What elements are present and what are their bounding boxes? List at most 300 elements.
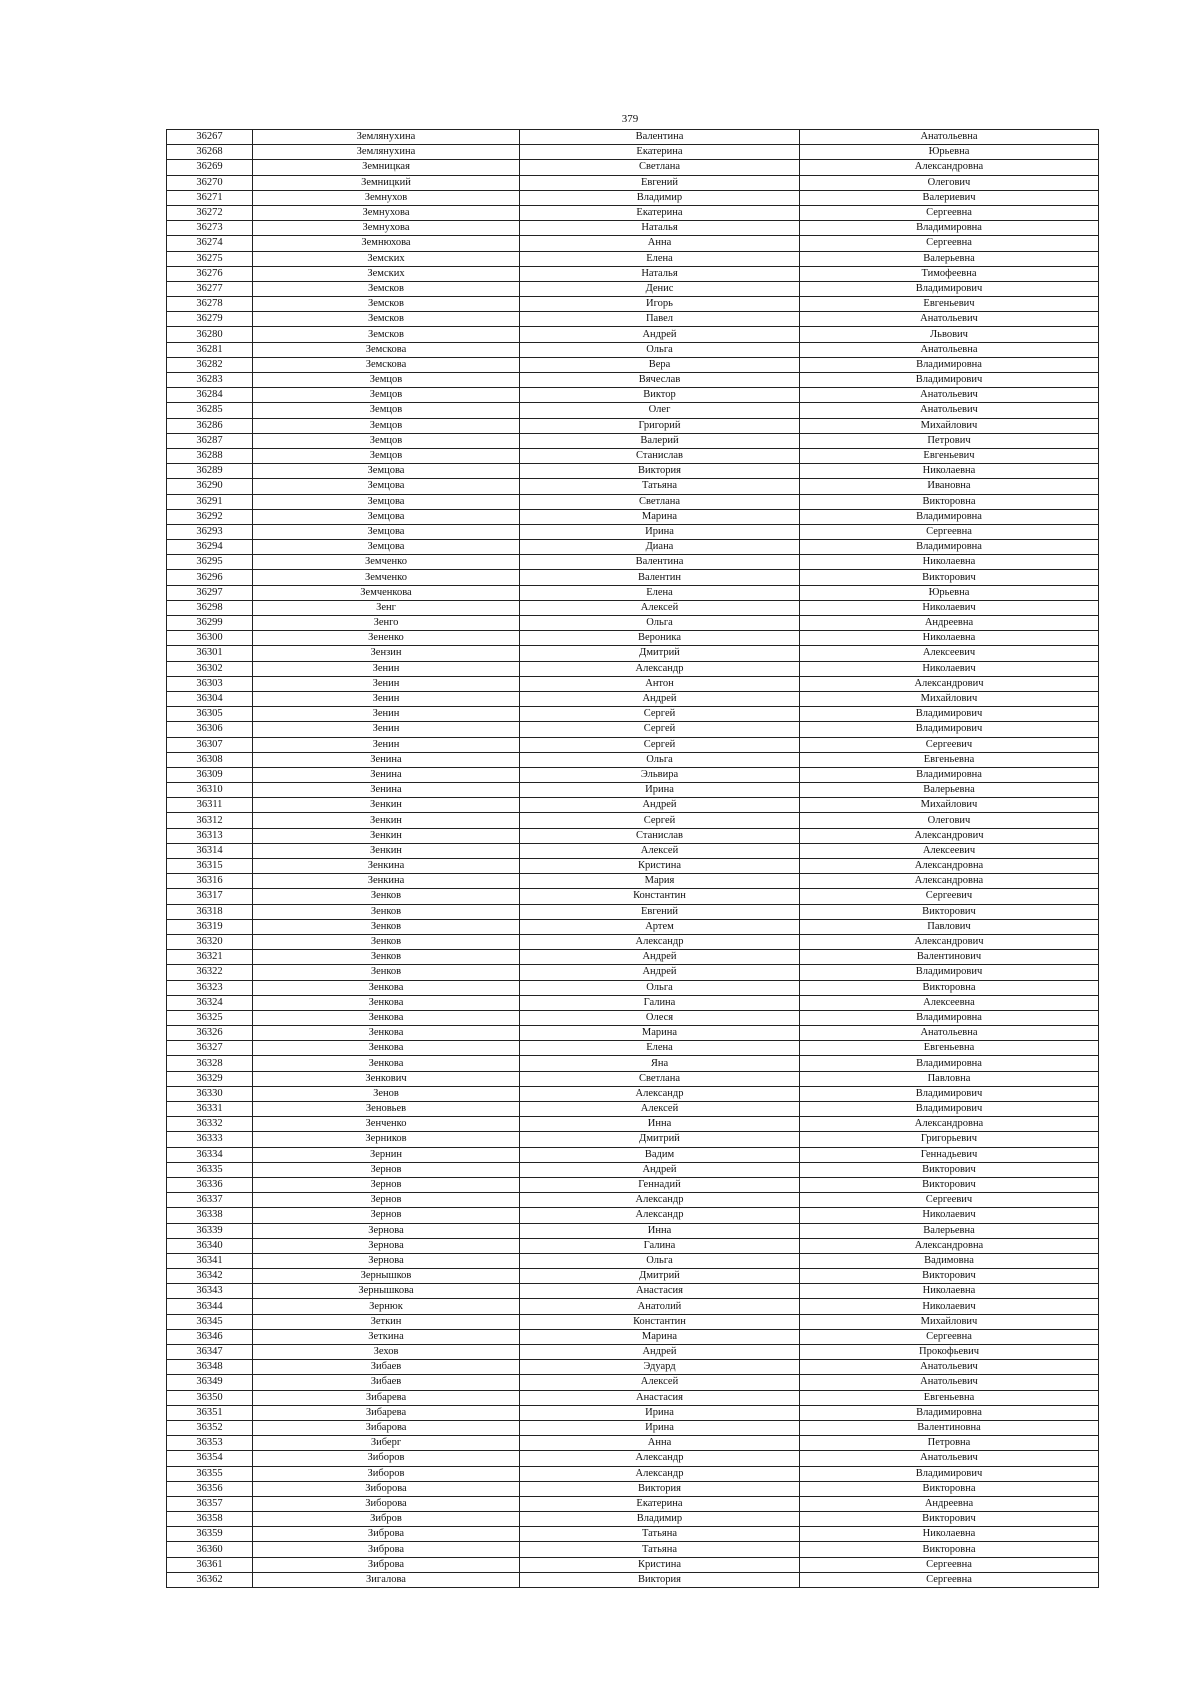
first-name-cell: Станислав	[520, 448, 800, 463]
patronymic-cell: Анатольевич	[800, 312, 1099, 327]
patronymic-cell: Евгеньевна	[800, 1041, 1099, 1056]
record-number-cell: 36323	[167, 980, 253, 995]
table-row	[167, 570, 1099, 585]
record-number-cell: 36336	[167, 1177, 253, 1192]
first-name-cell: Кристина	[520, 859, 800, 874]
table-row	[167, 1132, 1099, 1147]
last-name-cell: Земницкая	[253, 160, 520, 175]
record-number-cell: 36325	[167, 1010, 253, 1025]
patronymic-cell: Михайлович	[800, 418, 1099, 433]
first-name-cell: Константин	[520, 1314, 800, 1329]
page-number: 379	[621, 113, 639, 125]
first-name-cell: Инна	[520, 1223, 800, 1238]
patronymic-cell: Викторович	[800, 1162, 1099, 1177]
patronymic-cell: Тимофеевна	[800, 266, 1099, 281]
last-name-cell: Зенкова	[253, 1026, 520, 1041]
first-name-cell: Екатерина	[520, 145, 800, 160]
record-number-cell: 36362	[167, 1572, 253, 1587]
first-name-cell: Татьяна	[520, 1542, 800, 1557]
last-name-cell: Зенкова	[253, 1010, 520, 1025]
patronymic-cell: Николаевна	[800, 555, 1099, 570]
first-name-cell: Станислав	[520, 828, 800, 843]
first-name-cell: Дмитрий	[520, 646, 800, 661]
last-name-cell: Зиброва	[253, 1557, 520, 1572]
last-name-cell: Зенин	[253, 722, 520, 737]
table-row	[167, 1360, 1099, 1375]
table-row	[167, 221, 1099, 236]
record-number-cell: 36301	[167, 646, 253, 661]
first-name-cell: Яна	[520, 1056, 800, 1071]
table-row	[167, 418, 1099, 433]
patronymic-cell: Викторович	[800, 1269, 1099, 1284]
record-number-cell: 36267	[167, 130, 253, 145]
record-number-cell: 36288	[167, 448, 253, 463]
first-name-cell: Валерий	[520, 433, 800, 448]
first-name-cell: Вадим	[520, 1147, 800, 1162]
table-row	[167, 585, 1099, 600]
last-name-cell: Зенкин	[253, 828, 520, 843]
table-row	[167, 752, 1099, 767]
patronymic-cell: Валерьевна	[800, 251, 1099, 266]
patronymic-cell: Владимирович	[800, 373, 1099, 388]
first-name-cell: Виктория	[520, 1572, 800, 1587]
last-name-cell: Зернышков	[253, 1269, 520, 1284]
patronymic-cell: Прокофьевич	[800, 1345, 1099, 1360]
last-name-cell: Землянухина	[253, 130, 520, 145]
patronymic-cell: Владимирович	[800, 722, 1099, 737]
last-name-cell: Земцова	[253, 540, 520, 555]
patronymic-cell: Валентинович	[800, 950, 1099, 965]
patronymic-cell: Евгеньевич	[800, 297, 1099, 312]
last-name-cell: Зенков	[253, 889, 520, 904]
patronymic-cell: Александровна	[800, 1238, 1099, 1253]
table-row	[167, 1284, 1099, 1299]
patronymic-cell: Александровна	[800, 1117, 1099, 1132]
table-row	[167, 965, 1099, 980]
patronymic-cell: Владимирович	[800, 707, 1099, 722]
record-number-cell: 36320	[167, 934, 253, 949]
table-row	[167, 616, 1099, 631]
last-name-cell: Зенков	[253, 904, 520, 919]
first-name-cell: Эдуард	[520, 1360, 800, 1375]
table-row	[167, 327, 1099, 342]
first-name-cell: Диана	[520, 540, 800, 555]
patronymic-cell: Викторович	[800, 904, 1099, 919]
table-row	[167, 859, 1099, 874]
first-name-cell: Инна	[520, 1117, 800, 1132]
table-row	[167, 995, 1099, 1010]
first-name-cell: Валентина	[520, 130, 800, 145]
patronymic-cell: Петровна	[800, 1436, 1099, 1451]
patronymic-cell: Михайлович	[800, 691, 1099, 706]
last-name-cell: Зенченко	[253, 1117, 520, 1132]
record-number-cell: 36333	[167, 1132, 253, 1147]
patronymic-cell: Григорьевич	[800, 1132, 1099, 1147]
record-number-cell: 36321	[167, 950, 253, 965]
last-name-cell: Зенина	[253, 767, 520, 782]
record-number-cell: 36274	[167, 236, 253, 251]
table-row	[167, 281, 1099, 296]
first-name-cell: Марина	[520, 1329, 800, 1344]
first-name-cell: Анна	[520, 236, 800, 251]
first-name-cell: Наталья	[520, 266, 800, 281]
table-row	[167, 448, 1099, 463]
record-number-cell: 36344	[167, 1299, 253, 1314]
record-number-cell: 36283	[167, 373, 253, 388]
first-name-cell: Дмитрий	[520, 1269, 800, 1284]
patronymic-cell: Олегович	[800, 813, 1099, 828]
table-row	[167, 1193, 1099, 1208]
table-row	[167, 1086, 1099, 1101]
first-name-cell: Александр	[520, 1466, 800, 1481]
table-row	[167, 160, 1099, 175]
table-row	[167, 722, 1099, 737]
last-name-cell: Зибаев	[253, 1375, 520, 1390]
last-name-cell: Земнухова	[253, 221, 520, 236]
record-number-cell: 36311	[167, 798, 253, 813]
first-name-cell: Евгений	[520, 175, 800, 190]
patronymic-cell: Николаевна	[800, 464, 1099, 479]
patronymic-cell: Владимирович	[800, 965, 1099, 980]
last-name-cell: Зернова	[253, 1253, 520, 1268]
last-name-cell: Зернова	[253, 1238, 520, 1253]
last-name-cell: Зенг	[253, 600, 520, 615]
table-row	[167, 1102, 1099, 1117]
first-name-cell: Марина	[520, 1026, 800, 1041]
table-row	[167, 540, 1099, 555]
patronymic-cell: Сергеевич	[800, 737, 1099, 752]
table-row	[167, 342, 1099, 357]
first-name-cell: Андрей	[520, 965, 800, 980]
last-name-cell: Зенков	[253, 934, 520, 949]
patronymic-cell: Михайлович	[800, 798, 1099, 813]
last-name-cell: Зенкина	[253, 859, 520, 874]
last-name-cell: Зенкова	[253, 1056, 520, 1071]
first-name-cell: Александр	[520, 1208, 800, 1223]
last-name-cell: Зенин	[253, 676, 520, 691]
record-number-cell: 36294	[167, 540, 253, 555]
last-name-cell: Зернов	[253, 1162, 520, 1177]
first-name-cell: Ирина	[520, 1420, 800, 1435]
last-name-cell: Зерников	[253, 1132, 520, 1147]
first-name-cell: Светлана	[520, 1071, 800, 1086]
record-number-cell: 36355	[167, 1466, 253, 1481]
first-name-cell: Ирина	[520, 1405, 800, 1420]
last-name-cell: Зеткина	[253, 1329, 520, 1344]
last-name-cell: Зибарова	[253, 1420, 520, 1435]
first-name-cell: Сергей	[520, 813, 800, 828]
last-name-cell: Зенков	[253, 919, 520, 934]
patronymic-cell: Ивановна	[800, 479, 1099, 494]
patronymic-cell: Алексеевна	[800, 995, 1099, 1010]
last-name-cell: Зиброва	[253, 1527, 520, 1542]
table-row	[167, 828, 1099, 843]
last-name-cell: Земченко	[253, 555, 520, 570]
patronymic-cell: Львович	[800, 327, 1099, 342]
last-name-cell: Зенкова	[253, 980, 520, 995]
last-name-cell: Зенина	[253, 752, 520, 767]
last-name-cell: Земницкий	[253, 175, 520, 190]
record-number-cell: 36307	[167, 737, 253, 752]
table-row	[167, 236, 1099, 251]
first-name-cell: Марина	[520, 509, 800, 524]
patronymic-cell: Викторович	[800, 1177, 1099, 1192]
last-name-cell: Земцов	[253, 403, 520, 418]
first-name-cell: Александр	[520, 1451, 800, 1466]
last-name-cell: Зернов	[253, 1208, 520, 1223]
record-number-cell: 36330	[167, 1086, 253, 1101]
record-number-cell: 36268	[167, 145, 253, 160]
record-number-cell: 36360	[167, 1542, 253, 1557]
record-number-cell: 36299	[167, 616, 253, 631]
patronymic-cell: Геннадьевич	[800, 1147, 1099, 1162]
table-row	[167, 600, 1099, 615]
last-name-cell: Землянухина	[253, 145, 520, 160]
table-row	[167, 1117, 1099, 1132]
first-name-cell: Галина	[520, 995, 800, 1010]
last-name-cell: Зенкова	[253, 995, 520, 1010]
record-number-cell: 36289	[167, 464, 253, 479]
first-name-cell: Андрей	[520, 1345, 800, 1360]
first-name-cell: Олег	[520, 403, 800, 418]
last-name-cell: Зенков	[253, 950, 520, 965]
first-name-cell: Эльвира	[520, 767, 800, 782]
table-row	[167, 813, 1099, 828]
registry-body	[167, 130, 1099, 1588]
record-number-cell: 36279	[167, 312, 253, 327]
record-number-cell: 36284	[167, 388, 253, 403]
patronymic-cell: Николаевна	[800, 1527, 1099, 1542]
table-row	[167, 904, 1099, 919]
patronymic-cell: Владимировна	[800, 509, 1099, 524]
patronymic-cell: Евгеньевна	[800, 1390, 1099, 1405]
last-name-cell: Зенин	[253, 691, 520, 706]
last-name-cell: Зернов	[253, 1193, 520, 1208]
record-number-cell: 36290	[167, 479, 253, 494]
patronymic-cell: Валерьевна	[800, 783, 1099, 798]
first-name-cell: Светлана	[520, 160, 800, 175]
first-name-cell: Наталья	[520, 221, 800, 236]
first-name-cell: Геннадий	[520, 1177, 800, 1192]
last-name-cell: Земских	[253, 266, 520, 281]
last-name-cell: Зенкович	[253, 1071, 520, 1086]
table-row	[167, 1329, 1099, 1344]
patronymic-cell: Александровна	[800, 160, 1099, 175]
patronymic-cell: Владимировна	[800, 1405, 1099, 1420]
first-name-cell: Галина	[520, 1238, 800, 1253]
record-number-cell: 36340	[167, 1238, 253, 1253]
patronymic-cell: Павлович	[800, 919, 1099, 934]
patronymic-cell: Сергеевна	[800, 1572, 1099, 1587]
patronymic-cell: Сергеевич	[800, 889, 1099, 904]
record-number-cell: 36331	[167, 1102, 253, 1117]
patronymic-cell: Евгеньевич	[800, 448, 1099, 463]
last-name-cell: Зенго	[253, 616, 520, 631]
record-number-cell: 36338	[167, 1208, 253, 1223]
record-number-cell: 36335	[167, 1162, 253, 1177]
patronymic-cell: Павловна	[800, 1071, 1099, 1086]
table-row	[167, 1512, 1099, 1527]
last-name-cell: Зибров	[253, 1512, 520, 1527]
patronymic-cell: Анатольевна	[800, 130, 1099, 145]
last-name-cell: Зибаев	[253, 1360, 520, 1375]
record-number-cell: 36293	[167, 524, 253, 539]
record-number-cell: 36354	[167, 1451, 253, 1466]
patronymic-cell: Викторович	[800, 570, 1099, 585]
record-number-cell: 36324	[167, 995, 253, 1010]
table-row	[167, 524, 1099, 539]
table-row	[167, 798, 1099, 813]
record-number-cell: 36278	[167, 297, 253, 312]
table-row	[167, 783, 1099, 798]
patronymic-cell: Юрьевна	[800, 145, 1099, 160]
last-name-cell: Зенкин	[253, 813, 520, 828]
first-name-cell: Ольга	[520, 752, 800, 767]
record-number-cell: 36302	[167, 661, 253, 676]
last-name-cell: Зибарева	[253, 1405, 520, 1420]
record-number-cell: 36271	[167, 190, 253, 205]
table-row	[167, 874, 1099, 889]
patronymic-cell: Евгеньевна	[800, 752, 1099, 767]
last-name-cell: Зензин	[253, 646, 520, 661]
patronymic-cell: Анатольевич	[800, 388, 1099, 403]
table-row	[167, 1420, 1099, 1435]
record-number-cell: 36296	[167, 570, 253, 585]
last-name-cell: Зибарева	[253, 1390, 520, 1405]
patronymic-cell: Анатольевна	[800, 1026, 1099, 1041]
patronymic-cell: Александрович	[800, 676, 1099, 691]
patronymic-cell: Алексеевич	[800, 646, 1099, 661]
table-row	[167, 1056, 1099, 1071]
table-row	[167, 1071, 1099, 1086]
last-name-cell: Земцова	[253, 494, 520, 509]
table-row	[167, 1436, 1099, 1451]
patronymic-cell: Юрьевна	[800, 585, 1099, 600]
record-number-cell: 36275	[167, 251, 253, 266]
first-name-cell: Сергей	[520, 737, 800, 752]
table-row	[167, 1345, 1099, 1360]
last-name-cell: Зенков	[253, 965, 520, 980]
table-row	[167, 494, 1099, 509]
table-row	[167, 1223, 1099, 1238]
table-row	[167, 646, 1099, 661]
patronymic-cell: Николаевич	[800, 661, 1099, 676]
last-name-cell: Зенин	[253, 707, 520, 722]
patronymic-cell: Александрович	[800, 934, 1099, 949]
table-row	[167, 130, 1099, 145]
first-name-cell: Валентин	[520, 570, 800, 585]
first-name-cell: Андрей	[520, 691, 800, 706]
record-number-cell: 36337	[167, 1193, 253, 1208]
record-number-cell: 36329	[167, 1071, 253, 1086]
record-number-cell: 36298	[167, 600, 253, 615]
record-number-cell: 36351	[167, 1405, 253, 1420]
last-name-cell: Зиборов	[253, 1466, 520, 1481]
last-name-cell: Зенин	[253, 661, 520, 676]
first-name-cell: Александр	[520, 661, 800, 676]
last-name-cell: Зенина	[253, 783, 520, 798]
record-number-cell: 36361	[167, 1557, 253, 1572]
patronymic-cell: Андреевна	[800, 1496, 1099, 1511]
record-number-cell: 36276	[167, 266, 253, 281]
registry-table	[166, 129, 1099, 1588]
first-name-cell: Анна	[520, 1436, 800, 1451]
table-row	[167, 1147, 1099, 1162]
patronymic-cell: Владимировна	[800, 767, 1099, 782]
record-number-cell: 36300	[167, 631, 253, 646]
table-row	[167, 479, 1099, 494]
first-name-cell: Игорь	[520, 297, 800, 312]
table-row	[167, 1451, 1099, 1466]
last-name-cell: Земцов	[253, 388, 520, 403]
table-row	[167, 934, 1099, 949]
patronymic-cell: Сергеевна	[800, 1329, 1099, 1344]
table-row	[167, 251, 1099, 266]
record-number-cell: 36291	[167, 494, 253, 509]
first-name-cell: Алексей	[520, 600, 800, 615]
last-name-cell: Зенин	[253, 737, 520, 752]
first-name-cell: Артем	[520, 919, 800, 934]
record-number-cell: 36309	[167, 767, 253, 782]
record-number-cell: 36305	[167, 707, 253, 722]
record-number-cell: 36317	[167, 889, 253, 904]
first-name-cell: Сергей	[520, 722, 800, 737]
patronymic-cell: Сергеевна	[800, 524, 1099, 539]
last-name-cell: Земцов	[253, 448, 520, 463]
record-number-cell: 36339	[167, 1223, 253, 1238]
patronymic-cell: Петрович	[800, 433, 1099, 448]
patronymic-cell: Владимирович	[800, 1086, 1099, 1101]
table-row	[167, 357, 1099, 372]
patronymic-cell: Анатольевич	[800, 1451, 1099, 1466]
first-name-cell: Татьяна	[520, 479, 800, 494]
table-row	[167, 1299, 1099, 1314]
last-name-cell: Земцова	[253, 509, 520, 524]
last-name-cell: Зернин	[253, 1147, 520, 1162]
first-name-cell: Павел	[520, 312, 800, 327]
record-number-cell: 36281	[167, 342, 253, 357]
first-name-cell: Ольга	[520, 616, 800, 631]
patronymic-cell: Викторовна	[800, 980, 1099, 995]
last-name-cell: Зернышкова	[253, 1284, 520, 1299]
first-name-cell: Олеся	[520, 1010, 800, 1025]
record-number-cell: 36322	[167, 965, 253, 980]
patronymic-cell: Сергеевна	[800, 1557, 1099, 1572]
first-name-cell: Анастасия	[520, 1390, 800, 1405]
first-name-cell: Вячеслав	[520, 373, 800, 388]
record-number-cell: 36342	[167, 1269, 253, 1284]
record-number-cell: 36304	[167, 691, 253, 706]
last-name-cell: Земцов	[253, 433, 520, 448]
last-name-cell: Зигалова	[253, 1572, 520, 1587]
table-row	[167, 1390, 1099, 1405]
record-number-cell: 36297	[167, 585, 253, 600]
patronymic-cell: Николаевна	[800, 631, 1099, 646]
patronymic-cell: Викторовна	[800, 494, 1099, 509]
table-row	[167, 1238, 1099, 1253]
record-number-cell: 36319	[167, 919, 253, 934]
first-name-cell: Анастасия	[520, 1284, 800, 1299]
last-name-cell: Земцова	[253, 464, 520, 479]
first-name-cell: Александр	[520, 934, 800, 949]
first-name-cell: Сергей	[520, 707, 800, 722]
patronymic-cell: Анатольевич	[800, 1360, 1099, 1375]
last-name-cell: Земнухова	[253, 205, 520, 220]
patronymic-cell: Викторовна	[800, 1481, 1099, 1496]
record-number-cell: 36272	[167, 205, 253, 220]
first-name-cell: Константин	[520, 889, 800, 904]
record-number-cell: 36303	[167, 676, 253, 691]
